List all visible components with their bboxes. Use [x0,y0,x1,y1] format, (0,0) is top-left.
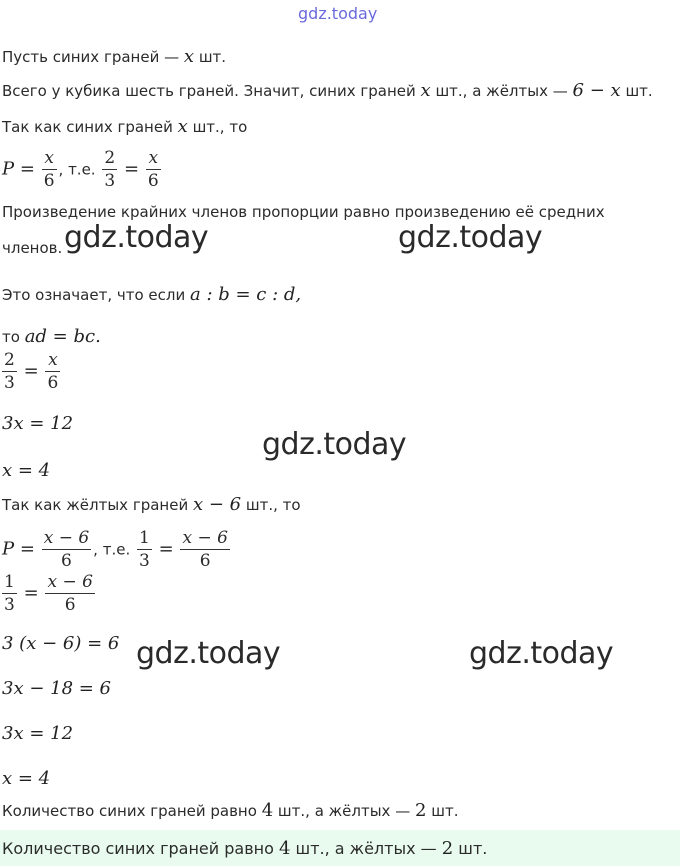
math-four: 4 [261,800,274,821]
formula-probability-blue [2,150,163,190]
math-x: x [183,46,195,67]
math-two: 2 [415,800,427,821]
denominator: 3 [139,551,150,571]
watermark: gdz.today [262,427,407,462]
denominator: 6 [147,171,159,191]
math-ad-bc: ad = bc. [24,326,101,347]
math-eq: = [158,538,174,560]
math-eq: = [123,158,140,180]
text-segment: Всего у кубика шесть граней. Значит, синих граней [2,82,416,100]
fraction [42,150,57,190]
watermark: gdz.today [398,220,543,255]
fraction [180,530,229,570]
text-segment: , т.е. [58,160,96,179]
watermark: gdz.today [136,636,281,671]
numerator: x [146,150,161,170]
line-since-blue [2,116,247,137]
numerator: x − 6 [43,528,90,548]
equation-x-4: x = 4 [2,460,51,481]
math-eq: = [23,582,39,604]
equation-3x-12: 3x = 12 [2,413,74,434]
numerator: x − 6 [47,572,93,592]
text-segment: шт. [625,82,653,100]
formula-proportion-yellow [0,574,97,614]
line-this-means [2,284,301,305]
text-segment: то [2,328,20,346]
watermark: gdz.today [469,636,614,671]
numerator: 1 [139,528,150,548]
answer-text [2,838,487,859]
numerator: 1 [4,572,15,592]
numerator: x [42,150,57,170]
numerator: x [45,352,60,372]
math-two: 2 [441,838,454,859]
text-segment: Так как жёлтых граней [2,496,189,514]
math-x: x [420,80,431,101]
line-total-faces [2,80,653,101]
text-segment: шт. [431,802,459,820]
line-blue-faces [2,46,226,67]
text-segment: Так как синих граней [2,118,173,136]
math-p-eq: P = [2,538,35,560]
numerator: x − 6 [182,528,228,548]
denominator: 6 [61,551,72,571]
math-six-minus-x: 6 − x [572,80,621,101]
math-four: 4 [279,838,291,859]
text-segment: Это означает, что если [2,286,186,304]
denominator: 3 [4,373,15,393]
text-segment: шт., а жёлтых — [435,82,568,100]
text-segment: шт. [198,48,227,66]
denominator: 6 [64,595,76,615]
denominator: 3 [104,171,116,191]
denominator: 3 [4,595,15,615]
text-segment: Количество синих граней равно [2,839,274,858]
equation-3x-18: 3x − 18 = 6 [2,678,112,699]
fraction [146,150,161,190]
answer-box [0,830,680,866]
math-x-minus-6: x − 6 [192,494,242,515]
fraction [102,150,117,190]
watermark: gdz.today [64,220,209,255]
fraction [45,574,94,614]
text-proportion-rule-line1: Произведение крайних членов пропорции равно произведению её средних [2,203,605,221]
formula-probability-yellow [2,530,232,570]
equation-3-paren: 3 (x − 6) = 6 [2,633,120,654]
fraction [2,352,17,392]
fraction [42,530,91,570]
result-line [2,800,458,821]
line-then [2,326,101,347]
formula-proportion-blue [0,352,62,392]
text-segment: Количество синих граней равно [2,802,257,820]
text-segment: шт., а жёлтых — [295,839,437,858]
text-segment: шт., то [245,496,301,514]
equation-3x-12-b: 3x = 12 [2,723,74,744]
denominator: 6 [43,171,55,191]
text-segment: шт. [458,839,488,858]
text-proportion-rule-line2: членов. [2,239,63,257]
fraction [2,574,17,614]
text-segment: шт., то [192,118,248,136]
math-ratio: a : b = c : d, [190,284,302,305]
math-p-eq: P = [2,158,35,180]
equation-x-4-b: x = 4 [2,768,51,789]
fraction [45,352,60,392]
numerator: 2 [104,148,116,168]
math-x: x [177,116,188,137]
fraction [137,530,152,570]
denominator: 6 [47,373,59,393]
text-segment: Пусть синих граней — [2,48,180,66]
denominator: 6 [199,551,211,571]
numerator: 2 [4,350,15,370]
text-segment: шт., а жёлтых — [277,802,411,820]
math-eq: = [23,360,39,382]
line-since-yellow [2,494,301,515]
text-segment: , т.е. [93,540,131,559]
site-watermark-top: gdz.today [298,4,378,23]
